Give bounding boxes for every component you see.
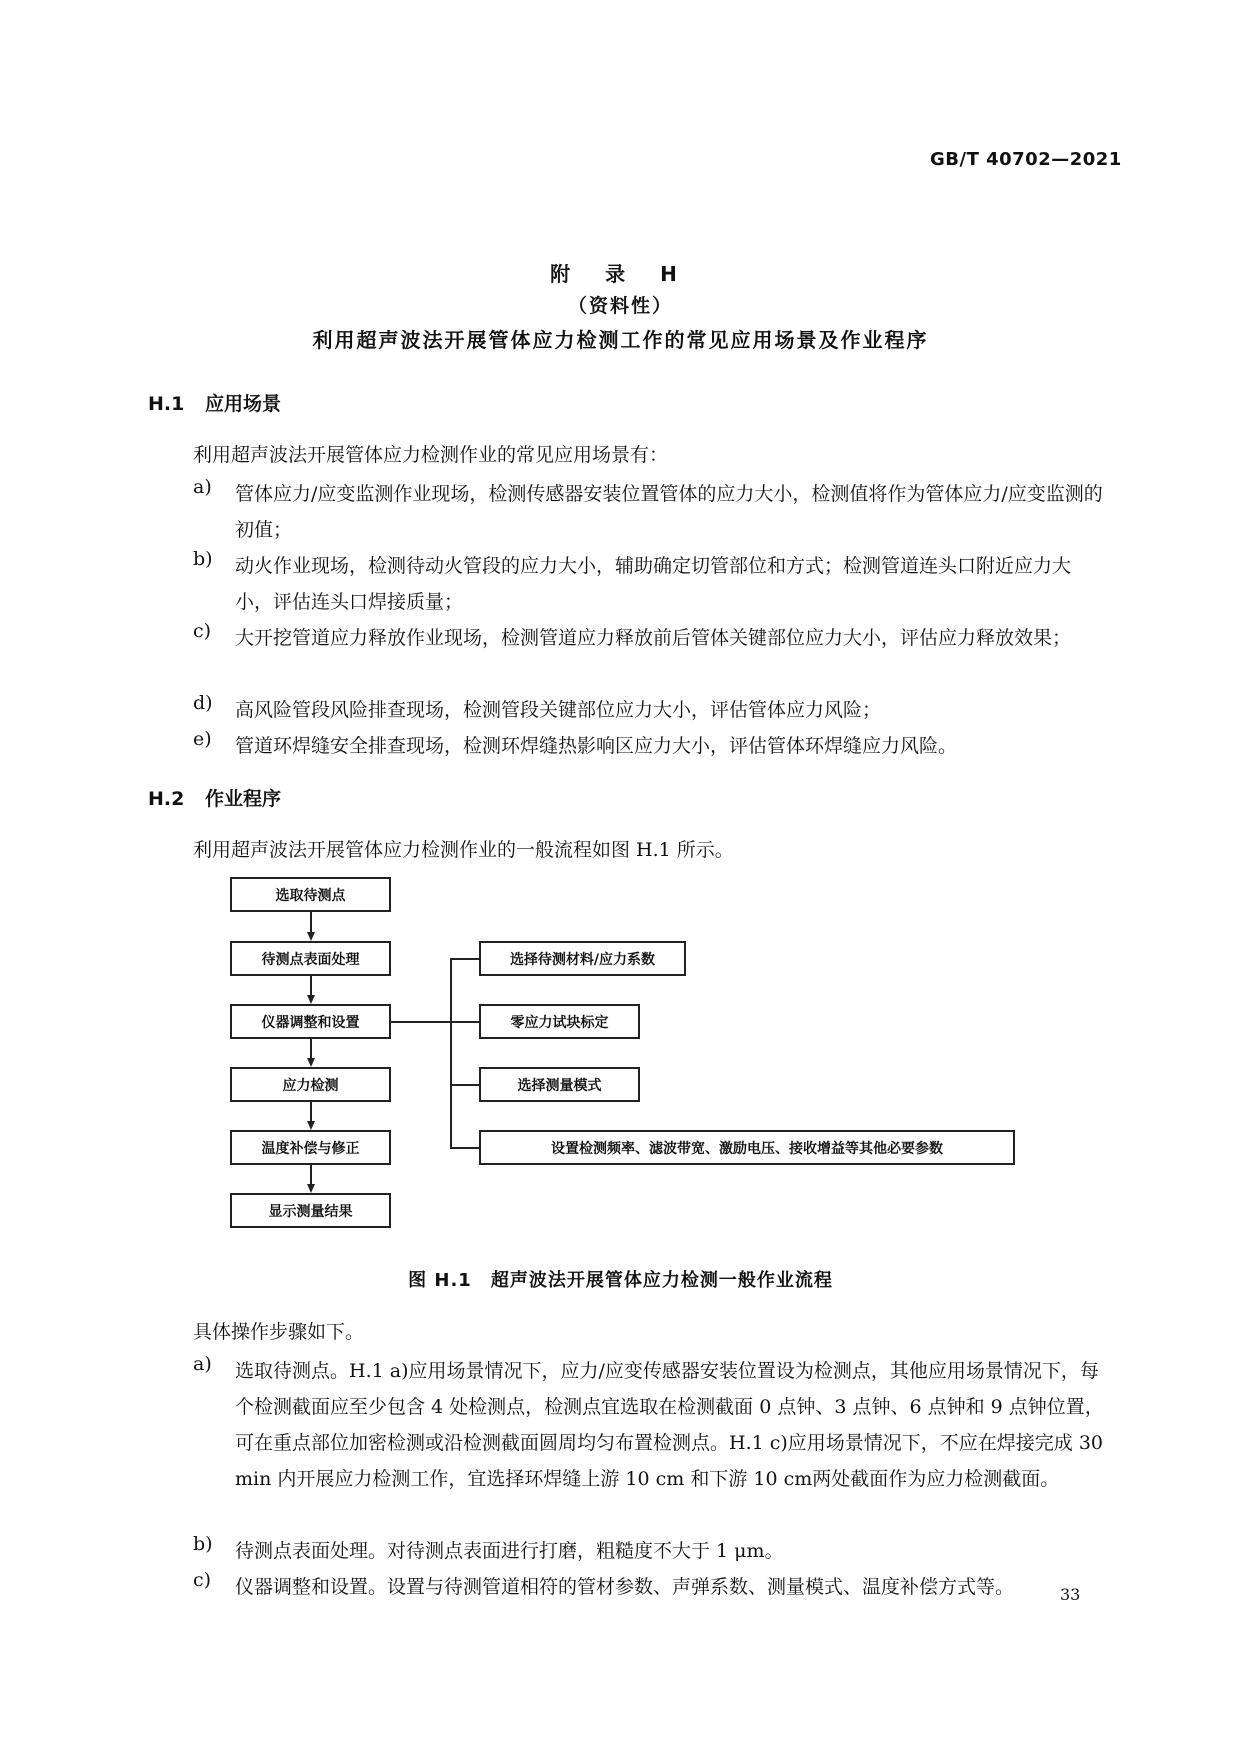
list-text: 选取待测点。H.1 a)应用场景情况下，应力/应变传感器安装位置设为检测点，其他应用场景情况下，每个检测截面应至少包含 4 处检测点，检测点宜选取在检测截面 0 点钟、3 点钟、6 点钟和 9 点钟位置，可在重点部位加密检测或沿检测截面圆周均匀布置检测点。H.1 c)应用场景情况下，不应在焊接完成 30 min 内开展应力检测工作，宜选择环焊缝上游 10 cm 和下游 10 cm两处截面作为应力检测截面。: [235, 1360, 1104, 1490]
list-marker: c): [193, 620, 212, 642]
flow-connector: [310, 1165, 312, 1185]
steps-intro: 具体操作步骤如下。: [193, 1321, 365, 1343]
list-text: 待测点表面处理。对待测点表面进行打磨，粗糙度不大于 1 μm。: [235, 1540, 784, 1562]
list-marker: a): [193, 476, 212, 498]
flow-step: 应力检测: [230, 1067, 391, 1102]
flow-step: 温度补偿与修正: [230, 1130, 391, 1165]
arrow-down-icon: [307, 1184, 315, 1193]
flow-step: 选取待测点: [230, 877, 391, 912]
flow-step: 待测点表面处理: [230, 941, 391, 976]
standard-number: GB/T 40702—2021: [930, 149, 1122, 170]
section-number: H.2: [148, 788, 185, 810]
section-intro: 利用超声波法开展管体应力检测作业的一般流程如图 H.1 所示。: [193, 839, 734, 861]
flow-connector: [391, 1021, 451, 1023]
flow-connector: [310, 912, 312, 933]
flow-connector: [450, 958, 452, 1148]
list-text: 大开挖管道应力释放作业现场，检测管道应力释放前后管体关键部位应力大小，评估应力释放效果；: [235, 627, 1072, 649]
section-heading-h2: [148, 784, 281, 811]
appendix-title: 利用超声波法开展管体应力检测工作的常见应用场景及作业程序: [312, 328, 929, 352]
flow-step: 仪器调整和设置: [230, 1004, 391, 1039]
flow-connector: [450, 958, 480, 960]
flow-side-step: 选择测量模式: [479, 1067, 640, 1102]
flow-side-step: 零应力试块标定: [479, 1004, 640, 1039]
section-title: 作业程序: [205, 788, 282, 810]
figure-caption: 图 H.1 超声波法开展管体应力检测一般作业流程: [408, 1270, 833, 1291]
flow-side-step: 选择待测材料/应力系数: [479, 941, 686, 976]
list-marker: e): [193, 728, 212, 750]
flow-connector: [310, 1039, 312, 1059]
arrow-down-icon: [307, 995, 315, 1004]
arrow-down-icon: [307, 1121, 315, 1130]
appendix-label: 附 录 H: [550, 262, 691, 286]
section-heading-h1: [148, 389, 281, 416]
list-marker: a): [193, 1353, 212, 1375]
section-intro: 利用超声波法开展管体应力检测作业的常见应用场景有：: [193, 444, 669, 466]
flow-connector: [310, 976, 312, 996]
flow-connector: [450, 1147, 480, 1149]
appendix-nature: （资料性）: [567, 295, 673, 317]
list-marker: d): [193, 692, 213, 714]
flow-step: 显示测量结果: [230, 1193, 391, 1228]
list-text: 高风险管段风险排查现场，检测管段关键部位应力大小，评估管体应力风险；: [235, 699, 882, 721]
flow-connector: [450, 1084, 480, 1086]
section-title: 应用场景: [205, 393, 282, 415]
section-number: H.1: [148, 393, 185, 415]
flow-connector: [310, 1102, 312, 1122]
list-text: 管道环焊缝安全排查现场，检测环焊缝热影响区应力大小，评估管体环焊缝应力风险。: [235, 735, 958, 757]
list-text: 动火作业现场，检测待动火管段的应力大小，辅助确定切管部位和方式；检测管道连头口附近应力大小，评估连头口焊接质量；: [235, 555, 1072, 613]
flow-side-step: 设置检测频率、滤波带宽、激励电压、接收增益等其他必要参数: [479, 1130, 1015, 1165]
list-marker: b): [193, 548, 213, 570]
flow-connector: [450, 1021, 480, 1023]
page-number: 33: [1060, 1585, 1081, 1604]
list-text: 管体应力/应变监测作业现场，检测传感器安装位置管体的应力大小，检测值将作为管体应力/应变监测的初值；: [235, 483, 1103, 541]
arrow-down-icon: [307, 932, 315, 941]
arrow-down-icon: [307, 1058, 315, 1067]
list-text: 仪器调整和设置。设置与待测管道相符的管材参数、声弹系数、测量模式、温度补偿方式等。: [235, 1576, 1015, 1598]
list-marker: c): [193, 1569, 212, 1591]
list-marker: b): [193, 1533, 213, 1555]
